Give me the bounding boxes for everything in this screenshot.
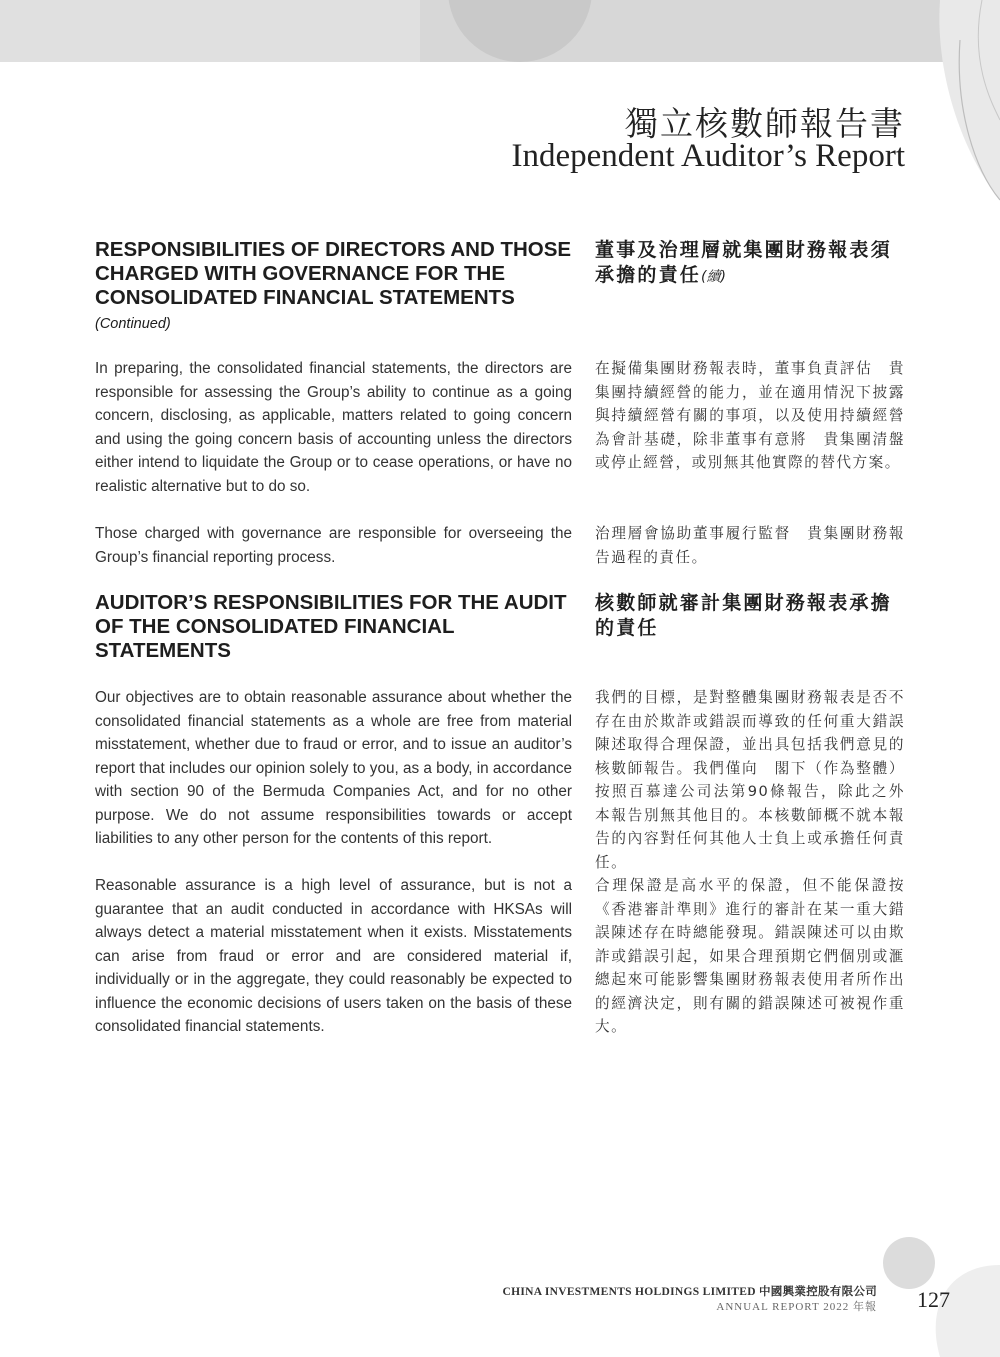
- section1-para1-zh: 在擬備集團財務報表時，董事負責評估 貴集團持續經營的能力，並在適用情況下披露與持續經營有關的事項，以及使用持續經營為會計基礎，除非董事有意將 貴集團清盤或停止經營，或別無其他實際的替代方案。: [595, 360, 905, 471]
- section2-para1-zh-block: [595, 686, 905, 874]
- section2-para2-zh-block: [595, 874, 905, 1039]
- section2-heading-en: AUDITOR’S RESPONSIBILITIES FOR THE AUDIT OF THE CONSOLIDATED FINANCIAL STATEMENTS: [95, 591, 567, 662]
- footer: [502, 1285, 877, 1314]
- footer-circle-decoration: [883, 1237, 935, 1289]
- section1-heading-en-suffix: (Continued): [95, 316, 171, 332]
- section1-heading-zh-text: 董事及治理層就集團財務報表須承擔的責任: [595, 239, 892, 286]
- section2-para1-en: Our objectives are to obtain reasonable assurance about whether the consolidated financial statements as a whole are free from material misstatement, whether due to fraud or error, and to issue an auditor’s report that includes our opinion solely to you, as a body, in accordance with section 90 of the Bermuda Companies Act, and for no other purpose. We do not assume responsibilities towards or accept liabilities to any other person for the contents of this report.: [95, 689, 572, 847]
- section1-heading-zh-block: [595, 238, 905, 290]
- section1-heading-zh: [595, 238, 905, 290]
- section2-heading-zh-block: [595, 591, 905, 641]
- section2-para1-zh: 我們的目標，是對整體集團財務報表是否不存在由於欺詐或錯誤而導致的任何重大錯誤陳述取得合理保證，並出具包括我們意見的核數師報告。我們僅向 閣下（作為整體）按照百慕達公司法第90條報告，除此之外本報告別無其他目的。本核數師概不就本報告的內容對任何其他人士負上或承擔任何責任。: [595, 689, 905, 871]
- section1-heading-en-text: RESPONSIBILITIES OF DIRECTORS AND THOSE CHARGED WITH GOVERNANCE FOR THE CONSOLIDATED FINANCIAL STATEMENTS: [95, 238, 572, 309]
- section1-para1-en: In preparing, the consolidated financial statements, the directors are responsible for assessing the Group’s ability to continue as a going concern, disclosing, as applicable, matters related to going concern and using the going concern basis of accounting unless the directors either intend to liquidate the Group or to cease operations, or have no realistic alternative but to do so.: [95, 360, 572, 495]
- section1-para1-en-block: [95, 357, 572, 498]
- page-title-chinese: 獨立核數師報告書: [625, 104, 905, 143]
- section1-heading-zh-suffix: (續): [701, 269, 726, 285]
- header-gray-band: [0, 0, 440, 62]
- section1-para2-zh: 治理層會協助董事履行監督 貴集團財務報告過程的責任。: [595, 525, 905, 566]
- page-title-english: Independent Auditor’s Report: [511, 138, 905, 174]
- footer-report-name: ANNUAL REPORT 2022 年報: [716, 1301, 877, 1313]
- section1-para2-en: Those charged with governance are responsible for overseeing the Group’s financial reporting process.: [95, 525, 572, 566]
- section1-para2-zh-block: [595, 522, 905, 569]
- page-number: 127: [917, 1287, 950, 1312]
- section2-para1-en-block: [95, 686, 572, 851]
- section1-heading-en-block: [95, 238, 572, 336]
- section1-heading-en: [95, 238, 572, 336]
- section2-para2-en-block: [95, 874, 572, 1039]
- section2-para2-en: Reasonable assurance is a high level of assurance, but is not a guarantee that an audit conducted in accordance with HKSAs will always detect a material misstatement when it exists. Misstatements can arise from fraud or error and are considered material if, individually or in the aggregate, they could reasonably be expected to influence the economic decisions of users taken on the basis of these consolidated financial statements.: [95, 877, 572, 1035]
- section2-heading-zh: 核數師就審計集團財務報表承擔的責任: [595, 592, 892, 639]
- section1-para1-zh-block: [595, 357, 905, 475]
- section2-heading-en-block: [95, 591, 572, 663]
- section2-para2-zh: 合理保證是高水平的保證，但不能保證按《香港審計準則》進行的審計在某一重大錯誤陳述存在時總能發現。錯誤陳述可以由欺詐或錯誤引起，如果合理預期它們個別或滙總起來可能影響集團財務報表使用者所作出的經濟決定，則有關的錯誤陳述可被視作重大。: [595, 877, 905, 1035]
- footer-company-name: CHINA INVESTMENTS HOLDINGS LIMITED 中國興業控股有限公司: [502, 1286, 877, 1298]
- section1-para2-en-block: [95, 522, 572, 569]
